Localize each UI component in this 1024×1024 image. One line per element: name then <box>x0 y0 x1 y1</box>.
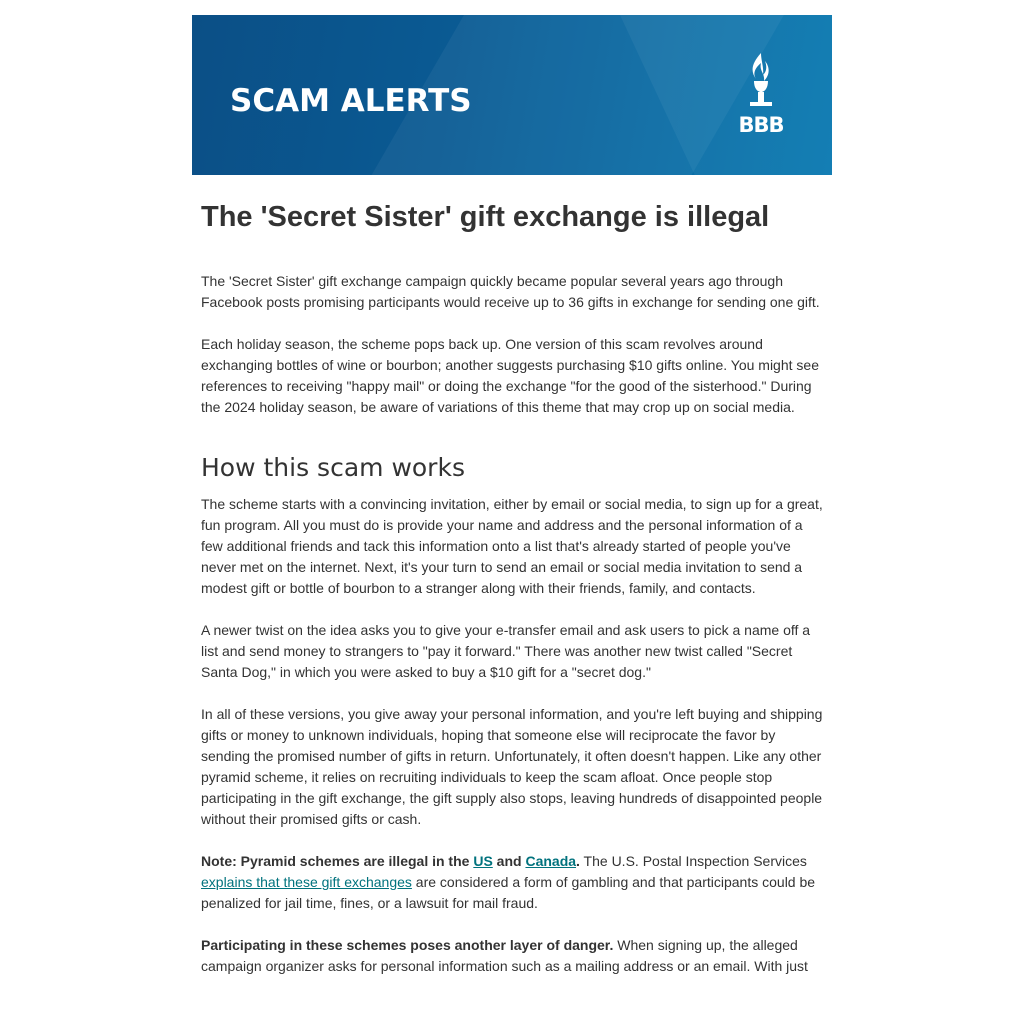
intro-paragraph-1: The 'Secret Sister' gift exchange campaign quickly became popular several years ago through Facebook posts promising participants would receive up to 36 gifts in exchange for sending one gift. <box>201 273 820 310</box>
how-paragraph-1: The scheme starts with a convincing invitation, either by email or social media, to sign up for a great, fun program. All you must do is provide your name and address and the personal information of a few additional friends and tack this information onto a list that's already started of people you've never met on the internet. Next, it's your turn to send an email or social media invitation to send a modest gift or bottle of bourbon to a stranger along with their friends, family, and contacts. <box>201 496 823 596</box>
torch-icon <box>730 51 792 113</box>
note-bold-and: and <box>492 853 526 869</box>
canada-link[interactable]: Canada <box>525 853 577 869</box>
danger-paragraph <box>201 935 823 977</box>
note-text-2: are considered a form of gambling and that participants could be penalized for jail time, fines, or a lawsuit for mail fraud. <box>201 874 816 911</box>
note-bold-lead: Note: Pyramid schemes are illegal in the <box>201 853 474 869</box>
note-bold-period: . <box>576 853 580 869</box>
bbb-logo-text: BBB <box>738 113 784 137</box>
note-paragraph <box>201 851 823 914</box>
article-title: The 'Secret Sister' gift exchange is illegal <box>201 201 770 233</box>
us-link[interactable]: US <box>473 853 493 869</box>
email-container <box>192 15 832 977</box>
danger-bold-lead: Participating in these schemes poses another layer of danger. <box>201 937 614 953</box>
danger-text: When signing up, the alleged campaign organizer asks for personal information such as a mailing address or an email. With just <box>201 937 808 974</box>
how-paragraph-2: A newer twist on the idea asks you to give your e-transfer email and ask users to pick a name off a list and send money to strangers to "pay it forward." There was another new twist called "Secret Santa Dog," in which you were asked to buy a $10 gift for a "secret dog." <box>201 622 811 680</box>
banner-title: SCAM ALERTS <box>230 83 472 119</box>
intro-paragraph-2: Each holiday season, the scheme pops back up. One version of this scam revolves around exchanging bottles of wine or bourbon; another suggests purchasing $10 gifts online. You might see references to receiving "happy mail" or doing the exchange "for the good of the sisterhood." During the 2024 holiday season, be aware of variations of this theme that may crop up on social media. <box>201 336 819 415</box>
scam-alerts-banner <box>192 15 832 175</box>
article-body <box>192 199 832 977</box>
how-paragraph-3: In all of these versions, you give away your personal information, and you're left buying and shipping gifts or money to unknown individuals, hoping that someone else will reciprocate the favor by sending the promised number of gifts in return. Unfortunately, it often doesn't happen. Like any other pyramid scheme, it relies on recruiting individuals to keep the scam afloat. Once people stop participating in the gift exchange, the gift supply also stops, leaving hundreds of disappointed people without their promised gifts or cash. <box>201 706 823 827</box>
bbb-torch-logo <box>730 51 792 139</box>
note-text-1: The U.S. Postal Inspection Services <box>579 853 807 869</box>
gift-exchanges-link[interactable]: explains that these gift exchanges <box>201 874 412 890</box>
section-heading: How this scam works <box>201 453 465 482</box>
